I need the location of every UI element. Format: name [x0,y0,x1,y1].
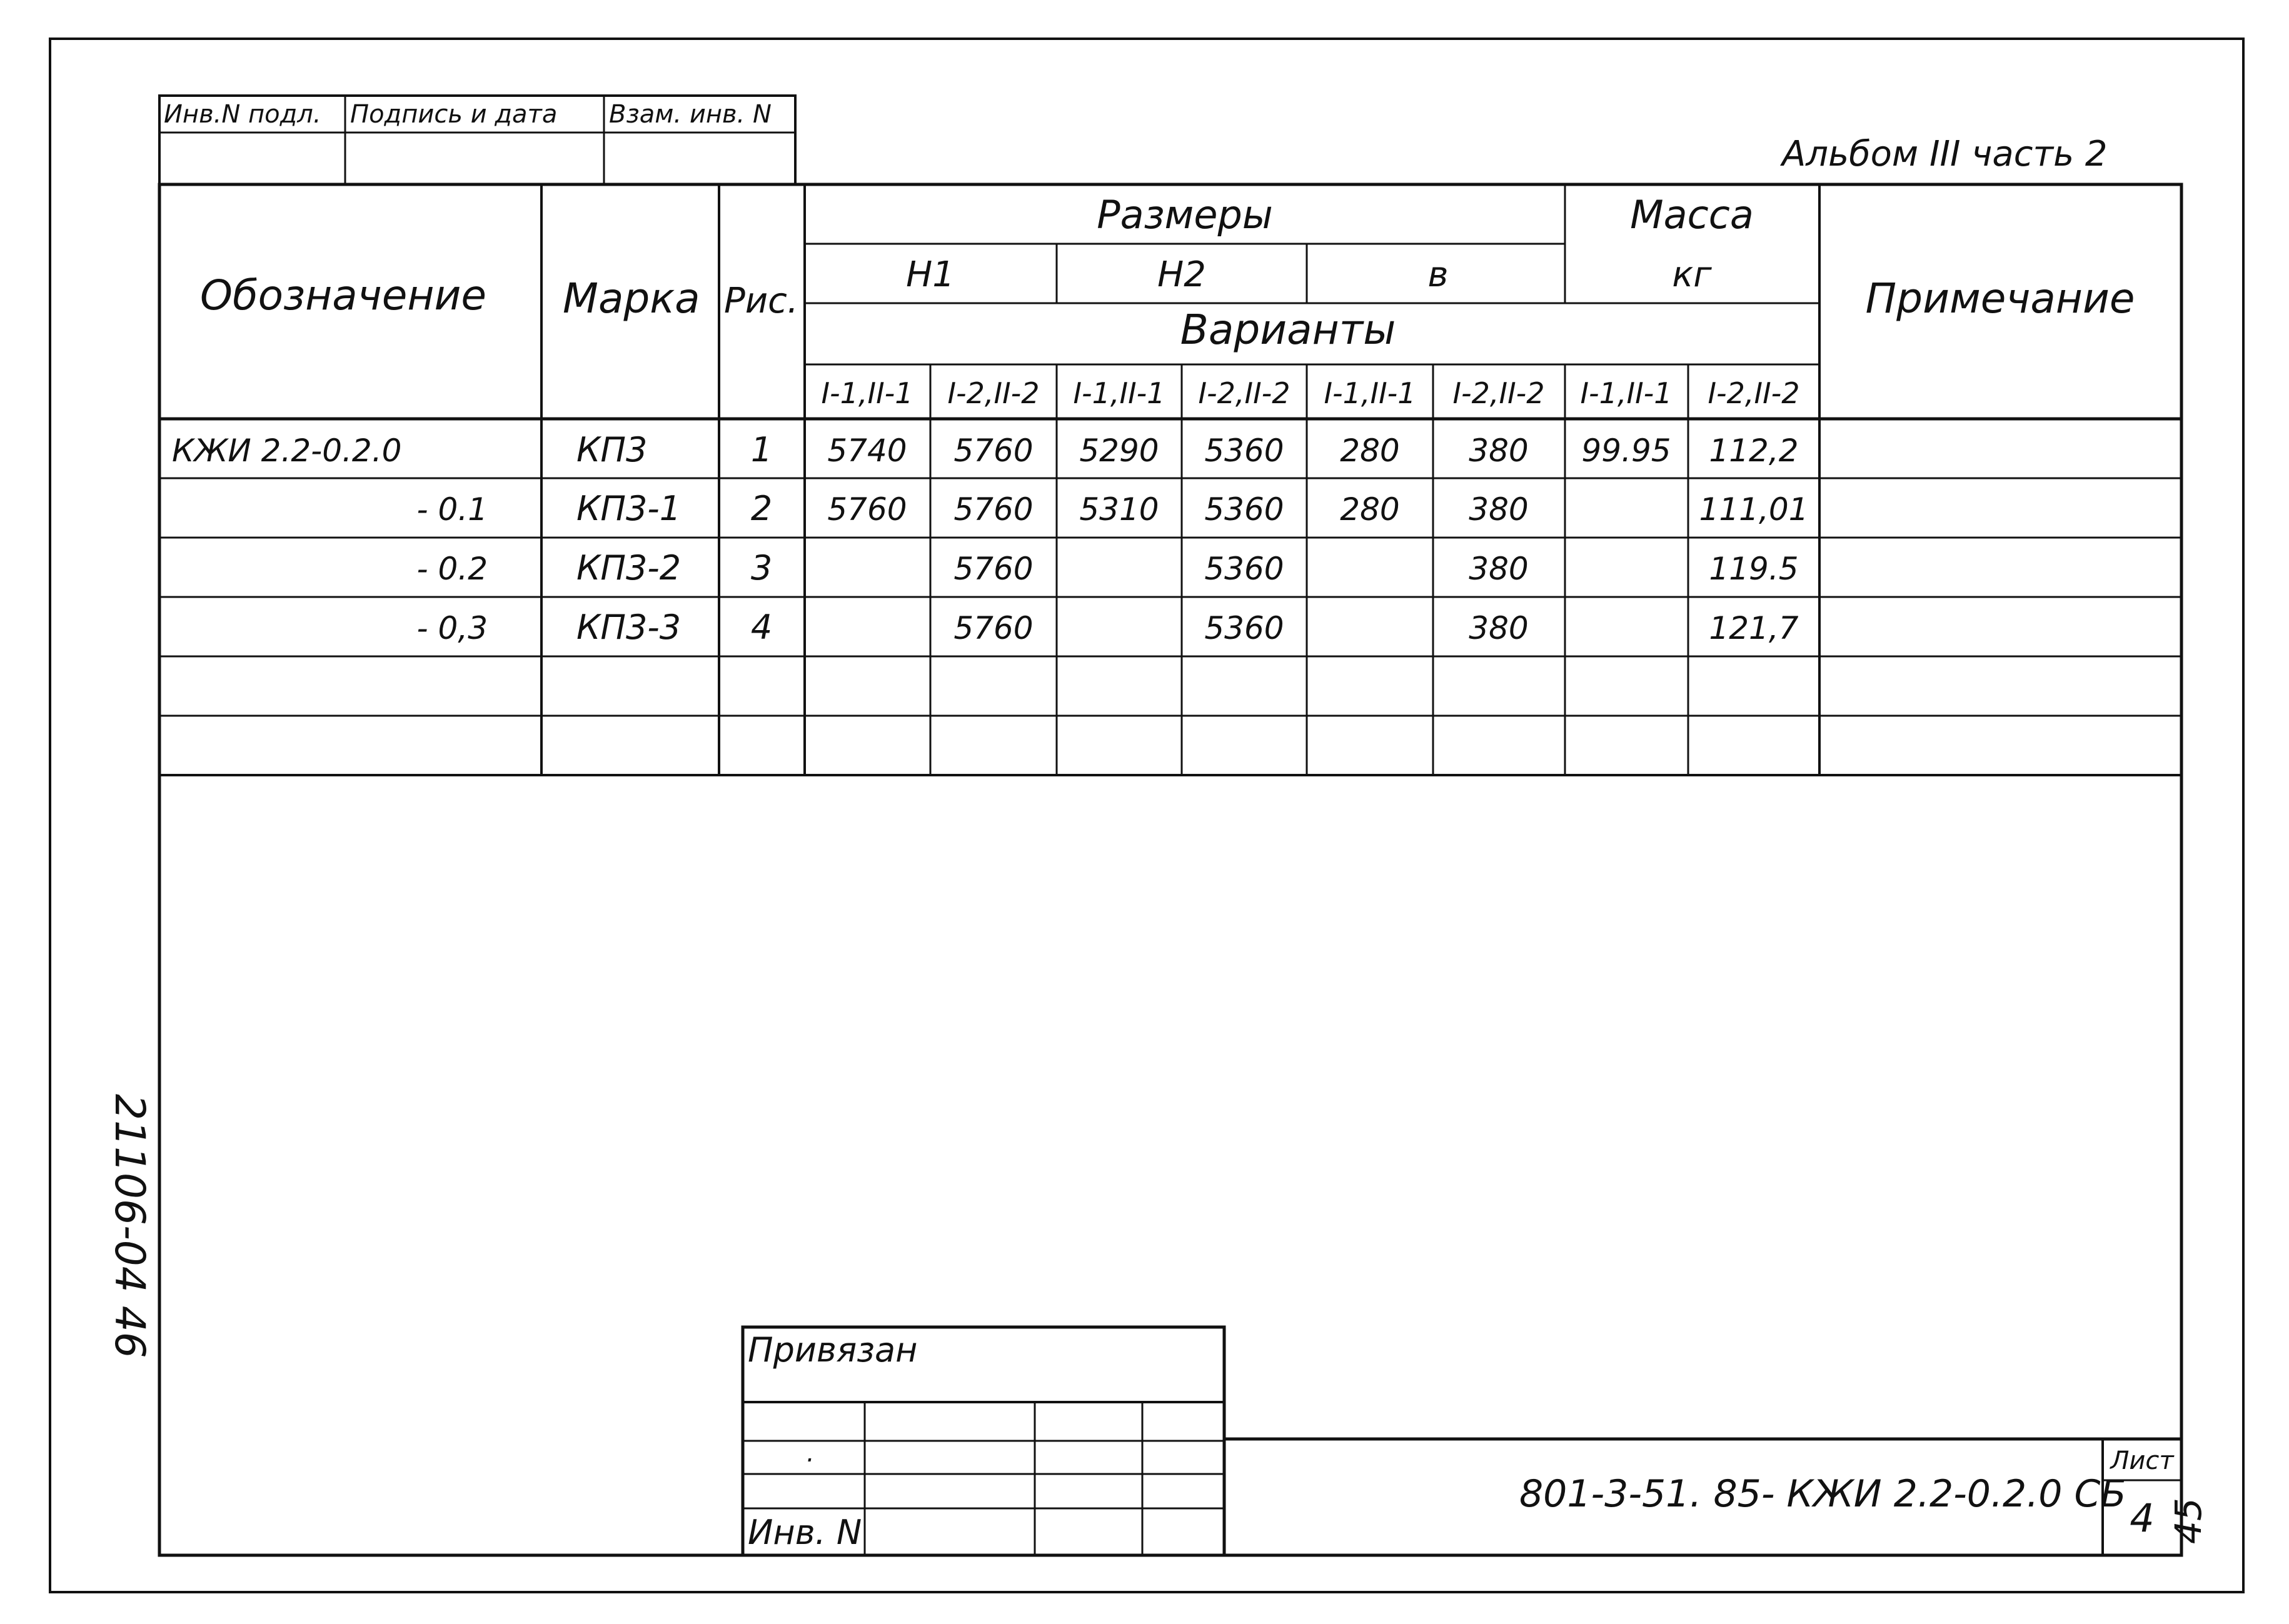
stamp-podpis-data: Подпись и дата [350,100,558,129]
cell-mark: КП3-2 [576,548,682,588]
header-note: Примечание [1865,274,2135,323]
variant-label: I-2,II-2 [1198,376,1290,410]
cell-b-v2: 380 [1469,551,1529,587]
cell-h1-v2: 5760 [953,610,1034,646]
stamp-vzam-inv: Взам. инв. N [609,100,772,129]
cell-designation: - 0.2 [416,551,488,587]
header-fig: Рис. [724,281,798,321]
variant-label: I-2,II-2 [1708,376,1800,410]
cell-b-v2: 380 [1469,610,1529,646]
cell-h2-v2: 5360 [1204,433,1284,469]
cell-mass-v2: 119.5 [1709,551,1799,587]
cell-h2-v1: 5310 [1079,491,1159,528]
variant-label: I-2,II-2 [1452,376,1545,410]
cell-mark: КП3-3 [576,608,682,647]
side-number: 21106-04 46 [106,1094,154,1358]
cell-b-v1: 280 [1340,491,1400,528]
header-variants: Варианты [1180,306,1396,354]
sheet-number: 4 [2130,1495,2155,1541]
cell-mass-v1: 99.95 [1581,433,1671,469]
cell-h2-v2: 5360 [1204,551,1284,587]
table-row [417,489,1809,528]
cell-fig: 1 [750,430,773,469]
cell-mass-v2: 121,7 [1709,610,1799,646]
table-row [172,430,1799,469]
cell-designation: КЖИ 2.2-0.2.0 [172,433,402,469]
variant-labels [821,376,1799,410]
header-designation: Обозначение [200,271,486,319]
album-label: Альбом III часть 2 [1782,134,2108,174]
cell-b-v2: 380 [1469,491,1529,528]
cell-b-v2: 380 [1469,433,1529,469]
main-frame [159,184,2181,1555]
cell-mark: КП3-1 [576,489,682,528]
stamp-inv-podl: Инв.N подл. [164,100,321,129]
cell-fig: 4 [750,608,773,647]
privyazan-label: Привязан [748,1330,918,1370]
header-h2: H2 [1157,254,1206,295]
header-h1: H1 [906,254,955,295]
privyazan-block [743,1327,1224,1555]
cell-h1-v2: 5760 [953,491,1034,528]
approval-stamp [159,96,795,184]
inv-n-label: Инв. N [748,1513,862,1552]
cell-fig: 2 [750,489,773,528]
cell-h2-v2: 5360 [1204,491,1284,528]
title-block [1224,1439,2181,1555]
sheet-label: Лист [2110,1446,2174,1475]
cell-designation: - 0.1 [416,491,488,528]
cell-mark: КП3 [576,430,648,469]
table-row [417,548,1799,588]
cell-fig: 3 [750,548,773,588]
variant-label: I-2,II-2 [947,376,1040,410]
cell-designation: - 0,3 [416,610,488,646]
table-row [417,608,1799,647]
privyazan-dot: . [807,1439,815,1468]
cell-mass-v2: 111,01 [1699,491,1809,528]
variant-label: I-1,II-1 [1580,376,1673,410]
cell-h1-v2: 5760 [953,551,1034,587]
cell-h1-v1: 5740 [827,433,907,469]
variant-label: I-1,II-1 [1324,376,1416,410]
header-b: в [1427,254,1449,295]
header-sizes: Размеры [1097,192,1273,238]
header-mark: Марка [563,274,700,323]
header-mass-unit: кг [1672,254,1712,295]
document-code: 801-3-51. 85- КЖИ 2.2-0.2.0 СБ [1519,1472,2126,1516]
cell-h1-v1: 5760 [827,491,907,528]
variant-label: I-1,II-1 [1073,376,1165,410]
cell-h2-v2: 5360 [1204,610,1284,646]
cell-h2-v1: 5290 [1079,433,1159,469]
page-number: 45 [2167,1498,2210,1544]
header-mass: Масса [1630,192,1754,238]
cell-h1-v2: 5760 [953,433,1034,469]
cell-mass-v2: 112,2 [1709,433,1799,469]
cell-b-v1: 280 [1340,433,1400,469]
variant-label: I-1,II-1 [821,376,913,410]
